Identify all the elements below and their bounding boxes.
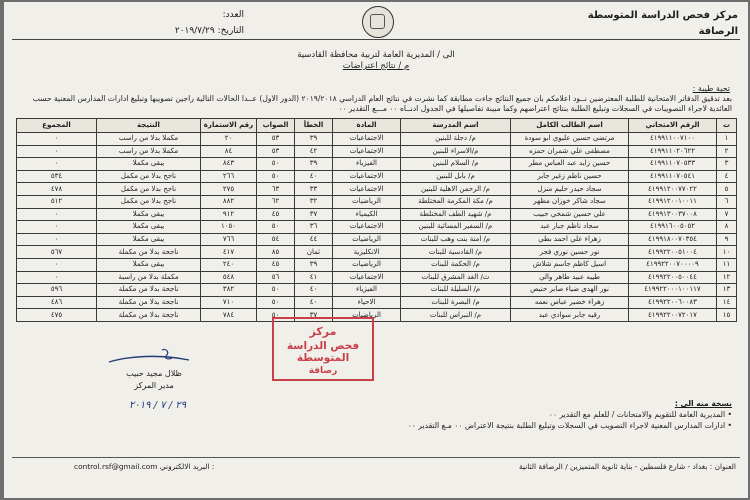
table-cell: ٤١٩٩٢٢٠٠٦٠٠٨٣	[629, 296, 717, 309]
date-value: ٢٠١٩/٧/٢٩	[174, 26, 215, 36]
table-cell: ناجح بدلا من مكمل	[97, 195, 201, 208]
table-header-row	[17, 119, 737, 133]
table-cell: م/ بابل للبنين	[401, 170, 511, 183]
greeting: تحية طيبة :	[692, 84, 730, 93]
table-cell: ناجحة بدلا من مكملة	[97, 296, 201, 309]
table-cell: ٣٧	[295, 208, 333, 221]
table-cell: م/ السلام للبنين	[401, 158, 511, 171]
body-paragraph: بعد تدقيق الدفاتر الامتحانية للطلبة المعترضين نــود اعلامكم بان جميع النتائج جاءت مطابقة كما نشرت في نتائج العام الدراسي ٢٠١٩/٢٠١٨ (الدور الاول) عــدا الحالات التالية راجين تصويبها وتبليغ ادارات المدارس المعنية حسب العائدية لاجراء التصويبات في السجلات وتبليغ الطلبة بنتائج اعتراضهم وكما مبينة تفاصيلها في الجدول ادنــاه ٠٠ مـــع التقدير ٠٠	[32, 94, 732, 113]
table-cell: ٤١٩٩١٣٠٠٣٧٠٠٨	[629, 208, 717, 221]
table-cell: ٠	[17, 145, 97, 158]
table-row	[17, 258, 737, 271]
table-cell: ٣٨٢	[201, 284, 257, 297]
table-cell: ٥	[717, 183, 737, 196]
table-cell: ٠	[17, 158, 97, 171]
table-cell: ٣٩	[295, 258, 333, 271]
table-cell: زهراء خضير عباس نعمه	[511, 296, 629, 309]
table-row	[17, 183, 737, 196]
table-cell: ٥٣٤	[17, 170, 97, 183]
column-header: المجموع	[17, 119, 97, 133]
table-cell: ٥٠	[257, 158, 295, 171]
branch-name: الرصافة	[698, 26, 738, 37]
table-cell: ٥٤	[257, 233, 295, 246]
table-body	[17, 133, 737, 322]
table-cell: رقيه جابر سوادي عبد	[511, 309, 629, 322]
table-cell: ٢٠	[201, 133, 257, 146]
footer-address: العنوان : بغداد - شارع فلسطين - بناية ثانوية المتميزين / الرصافة الثانية	[519, 462, 736, 471]
table-cell: ناجح بدلا من مكمل	[97, 183, 201, 196]
table-row	[17, 195, 737, 208]
table-cell: اسيل كاظم جاسم شلاش	[511, 258, 629, 271]
table-row	[17, 233, 737, 246]
results-table	[16, 118, 737, 322]
column-header: النتيجة	[97, 119, 201, 133]
table-cell: حسين ناظم زغير جابر	[511, 170, 629, 183]
table-cell: ٣٩	[295, 133, 333, 146]
table-cell: ٤١٩٩١٦٠٠٥٠٥٢	[629, 221, 717, 234]
signatory-title: مدير المركز	[134, 381, 174, 390]
table-cell: ٠	[17, 208, 97, 221]
table-cell: ٥٦	[257, 271, 295, 284]
date-label: التاريخ:	[217, 26, 244, 36]
table-cell: يبقى مكملا	[97, 258, 201, 271]
table-cell: ١٥	[717, 309, 737, 322]
table-cell: يبقى مكملا	[97, 233, 201, 246]
subject-line: م / نتائج اعتراضات	[342, 61, 410, 71]
table-cell: الاحياء	[333, 296, 401, 309]
table-cell: الاجتماعيات	[333, 133, 401, 146]
table-cell: ٥٤٨	[201, 271, 257, 284]
table-row	[17, 309, 737, 322]
column-header: الخطأ	[295, 119, 333, 133]
column-header: الصواب	[257, 119, 295, 133]
table-cell: الفيزياء	[333, 284, 401, 297]
table-cell: ٦٣	[257, 183, 295, 196]
table-cell: ٤٧٥	[17, 309, 97, 322]
table-cell: م/ القادسية للبنات	[401, 246, 511, 259]
table-cell: ٨٤	[201, 145, 257, 158]
table-cell: ٤١٩٩١١٠٠٧١٠٠	[629, 133, 717, 146]
table-row	[17, 271, 737, 284]
table-cell: ٦٢	[257, 195, 295, 208]
table-cell: الاجتماعيات	[333, 221, 401, 234]
table-row	[17, 296, 737, 309]
table-cell: م/ السليلة للبنات	[401, 284, 511, 297]
table-cell: ثمان	[295, 246, 333, 259]
table-cell: يبقى مكملا	[97, 158, 201, 171]
table-cell: الرياضيات	[333, 233, 401, 246]
copies-item-text: ادارات المدارس المعنية لاجراء التصويب في السجلات وتبليغ الطلبة بنتيجة الاعتراض ٠٠ مـع التقدير ٠٠	[407, 421, 726, 430]
table-cell: ٤٢	[295, 145, 333, 158]
table-cell: ٤٥	[257, 258, 295, 271]
stamp-line-2: فحص الدراسة المتوسطة	[286, 340, 360, 364]
table-cell: ٢٤٠	[201, 258, 257, 271]
table-cell: ناجحة بدلا من مكملة	[97, 246, 201, 259]
table-cell: الانكليزية	[333, 246, 401, 259]
footer	[74, 462, 736, 471]
table-cell: ناجح بدلا من مكمل	[97, 170, 201, 183]
table-row	[17, 246, 737, 259]
footer-email: control.rsf@gmail.com	[74, 462, 158, 471]
table-cell: ٥٠	[257, 170, 295, 183]
table-cell: ٤	[717, 170, 737, 183]
footer-email-block	[74, 462, 214, 471]
table-cell: ٥٠	[257, 296, 295, 309]
table-cell: ٤١٩٩١٨٠٠٧٠٣٥٤	[629, 233, 717, 246]
table-row	[17, 284, 737, 297]
column-header: الرقم الامتحاني	[629, 119, 717, 133]
table-cell: الرياضيات	[333, 258, 401, 271]
table-cell: م/ شهيد الطف المختلطة	[401, 208, 511, 221]
table-cell: ٩١٢	[201, 208, 257, 221]
table-cell: حسين زايد عبد العباس مطر	[511, 158, 629, 171]
recipient-block	[4, 50, 748, 72]
table-cell: ٨٤٣	[201, 158, 257, 171]
table-cell: الاجتماعيات	[333, 145, 401, 158]
table-row	[17, 145, 737, 158]
table-cell: سجاد شاكر خوزان مظهر	[511, 195, 629, 208]
table-cell: ٣٧	[295, 309, 333, 322]
table-cell: م/الاسراء للبنين	[401, 145, 511, 158]
column-header: المادة	[333, 119, 401, 133]
issuer-header	[588, 10, 738, 37]
table-cell: ٠	[17, 258, 97, 271]
table-cell: ١١	[717, 258, 737, 271]
table-row	[17, 133, 737, 146]
table-row	[17, 170, 737, 183]
copies-title: نسخة منه الى :	[674, 399, 732, 408]
table-cell: م/ مكة المكرمة المختلطة	[401, 195, 511, 208]
table-cell: يبقى مكملا	[97, 221, 201, 234]
table-cell: الاجتماعيات	[333, 170, 401, 183]
table-cell: الرياضيات	[333, 309, 401, 322]
table-cell: ث/ الغد المشرق للبنات	[401, 271, 511, 284]
table-cell: الرياضيات	[333, 195, 401, 208]
table-cell: ٠	[17, 233, 97, 246]
table-cell: ٩	[717, 233, 737, 246]
table-cell: ٣٦	[295, 221, 333, 234]
footer-divider	[12, 457, 740, 458]
table-cell: ٤١٩٩٢٢٠٠٥٠٠٤٤	[629, 271, 717, 284]
footer-email-label: البريد الالكتروني :	[159, 462, 215, 471]
table-cell: ٠	[17, 221, 97, 234]
table-cell: ٥٠	[257, 309, 295, 322]
handwritten-date: ٢٩ / ٧ / ٢٠١٩	[129, 400, 187, 411]
table-cell: ٣٢	[295, 195, 333, 208]
table-cell: ٣٣	[295, 183, 333, 196]
table-cell: مصطفى علي شمران حمزه	[511, 145, 629, 158]
table-cell: نور حسين نوري فجر	[511, 246, 629, 259]
table-cell: ٠	[17, 271, 97, 284]
table-cell: ناجحة بدلا من مكملة	[97, 284, 201, 297]
table-cell: ٢	[717, 145, 737, 158]
table-cell: ٥٩٦	[17, 284, 97, 297]
table-cell: ٤١٧	[201, 246, 257, 259]
table-cell: يبقى مكملا	[97, 208, 201, 221]
table-cell: ٥٠	[257, 284, 295, 297]
stamp-line-1: مركز	[309, 325, 337, 338]
table-cell: ٢٧٥	[201, 183, 257, 196]
column-header: رقم الاستمارة	[201, 119, 257, 133]
table-cell: سجاد حيدر حليم منزل	[511, 183, 629, 196]
table-cell: ٦	[717, 195, 737, 208]
number-label: العدد:	[222, 10, 244, 20]
header-divider	[12, 39, 740, 40]
column-header: ت	[717, 119, 737, 133]
table-row	[17, 208, 737, 221]
ministry-logo-icon	[362, 6, 394, 38]
table-row	[17, 221, 737, 234]
table-cell: ٣٩	[295, 158, 333, 171]
column-header: اسم المدرسة	[401, 119, 511, 133]
table-cell: ١٢	[717, 271, 737, 284]
table-cell: زهراء علي احمد بطي	[511, 233, 629, 246]
table-cell: م/ النبراس للبنات	[401, 309, 511, 322]
table-cell: ٤١٩٩٢٢٠٠٠١٠٠١١٧	[629, 284, 717, 297]
table-cell: م/ دجلة للبنين	[401, 133, 511, 146]
center-name: مركز فحص الدراسة المتوسطة	[587, 10, 738, 21]
table-cell: ٥٣	[257, 133, 295, 146]
table-cell: ٤٧٨	[17, 183, 97, 196]
table-cell: ٧٨٤	[201, 309, 257, 322]
table-cell: طيبه عبيد طاهر والي	[511, 271, 629, 284]
table-cell: الكيمياء	[333, 208, 401, 221]
table-cell: علي حسين شمخي حبيب	[511, 208, 629, 221]
table-cell: ١٠	[717, 246, 737, 259]
table-cell: ٤١٩٩٢٢٠٠٧٢٠١٧	[629, 309, 717, 322]
table-cell: ٤٠	[295, 170, 333, 183]
table-cell: سجاد ناظم جبار عبد	[511, 221, 629, 234]
copies-block	[408, 398, 732, 431]
table-cell: ٤١٩٩٢٢٠٠٥١٠٠٤	[629, 246, 717, 259]
table-cell: الفيزياء	[333, 158, 401, 171]
signature-block	[114, 368, 194, 392]
table-cell: ٥١٢	[17, 195, 97, 208]
table-row	[17, 158, 737, 171]
table-cell: ٤١	[295, 271, 333, 284]
table-cell: ٤١٩٩١١٠٧٠٥٤١	[629, 170, 717, 183]
table-cell: مكملا بدلا من راسب	[97, 145, 201, 158]
table-cell: ٧٦٦	[201, 233, 257, 246]
table-cell: ٢٦٦	[201, 170, 257, 183]
table-cell: ٤١٩٩١٢٠٠١٠٠١١	[629, 195, 717, 208]
table-cell: ٧١٠	[201, 296, 257, 309]
table-cell: م/ البصرة للبنات	[401, 296, 511, 309]
table-cell: م/ امنة بنت وهب للبنات	[401, 233, 511, 246]
table-cell: ٥٠	[257, 221, 295, 234]
table-cell: ٥٦٧	[17, 246, 97, 259]
table-cell: ٨	[717, 221, 737, 234]
table-cell: ناجحة بدلا من مكملة	[97, 309, 201, 322]
stamp-line-3: رصافة	[308, 366, 338, 376]
table-cell: م/ السفير المسائية للبنين	[401, 221, 511, 234]
table-cell: نور الهدى ضياء صابر حنيص	[511, 284, 629, 297]
table-cell: ٤٠	[295, 284, 333, 297]
table-cell: ٨٨٢	[201, 195, 257, 208]
table-cell: الاجتماعيات	[333, 271, 401, 284]
table-cell: م/ الحكمة للبنات	[401, 258, 511, 271]
table-cell: ٤١٩٩٢٢٠٠٧٠٠٠٠٩	[629, 258, 717, 271]
table-cell: مكملا بدلا من راسب	[97, 133, 201, 146]
table-cell: مرتضى حسين عليوي ابو سودة	[511, 133, 629, 146]
table-cell: ١	[717, 133, 737, 146]
table-cell: م/ الرحمن الاهلية للبنين	[401, 183, 511, 196]
recipient-line: الى / المديرية العامة لتربية محافظة القادسية	[297, 50, 455, 60]
table-cell: ٣	[717, 158, 737, 171]
table-cell: ٨٥	[257, 246, 295, 259]
copies-item: • المديرية العامة للتقويم والامتحانات / للعلم مع التقدير ٠٠	[548, 410, 732, 419]
table-cell: ٥٣	[257, 145, 295, 158]
table-cell: ٤٠	[295, 296, 333, 309]
document-sheet	[4, 2, 748, 498]
table-cell: ١٠٥٠	[201, 221, 257, 234]
table-cell: ٤٤	[295, 233, 333, 246]
table-cell: ١٤	[717, 296, 737, 309]
reference-block	[94, 10, 244, 42]
date-line	[94, 26, 244, 36]
table-cell: ٤١٩٩١١٠٢٠٦٢٢	[629, 145, 717, 158]
table-cell: ٠	[17, 133, 97, 146]
table-cell: ٤١٩٩١٢٠٠٧٧٠٢٢	[629, 183, 717, 196]
column-header: اسم الطالب الكامل	[511, 119, 629, 133]
table-cell: ١٣	[717, 284, 737, 297]
table-cell: مكملة بدلا من راسبة	[97, 271, 201, 284]
table-cell: ٤٥	[257, 208, 295, 221]
copies-item-text: المديرية العامة للتقويم والامتحانات / للعلم مع التقدير ٠٠	[548, 410, 726, 419]
copies-item: • ادارات المدارس المعنية لاجراء التصويب في السجلات وتبليغ الطلبة بنتيجة الاعتراض ٠٠ مـع التقدير ٠٠	[407, 421, 732, 430]
number-line	[94, 10, 244, 20]
table-cell: ٤١٩٩١١٠٧٠٥٣٣	[629, 158, 717, 171]
official-stamp	[272, 317, 374, 381]
table-cell: الاجتماعيات	[333, 183, 401, 196]
signature-scribble	[104, 346, 194, 368]
table-cell: ٤٨٦	[17, 296, 97, 309]
table-cell: ٧	[717, 208, 737, 221]
signatory-name: ظلال مجيد حبيب	[126, 369, 182, 378]
